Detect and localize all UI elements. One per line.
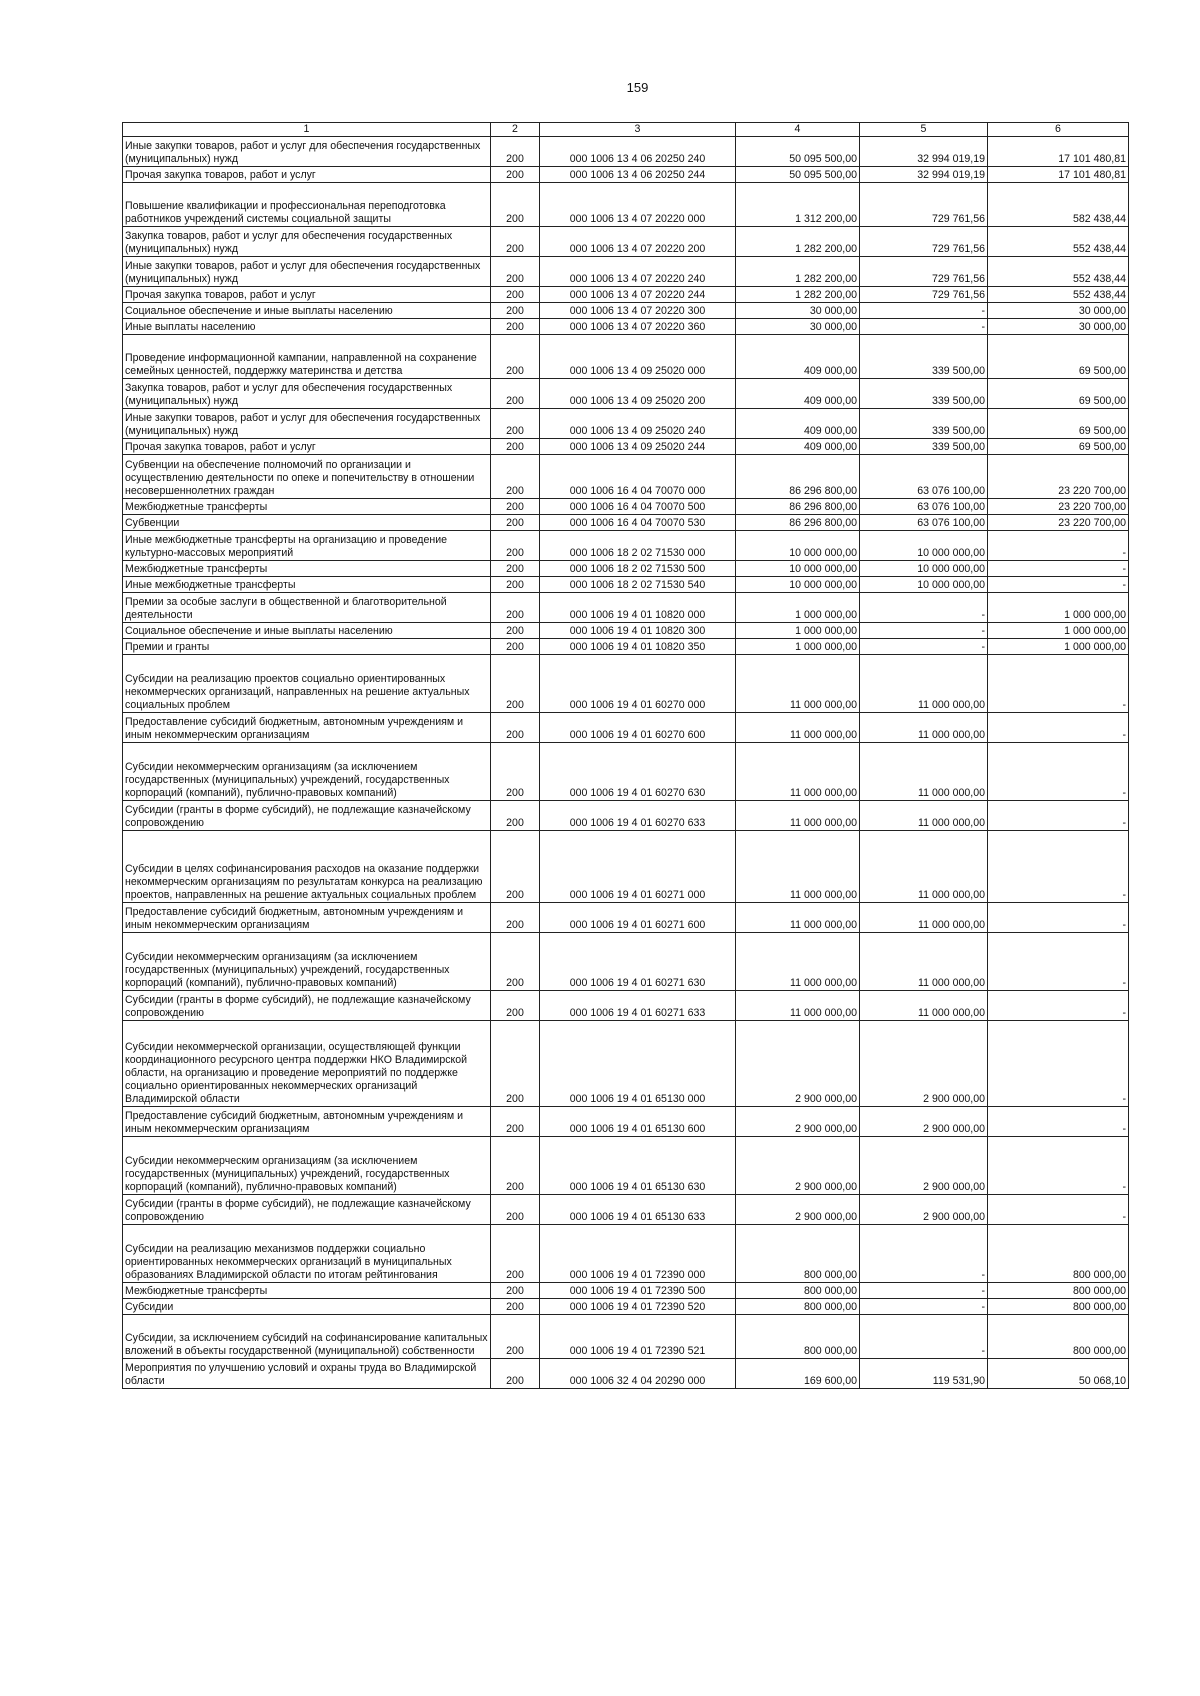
row-remainder-amount: - — [988, 713, 1129, 743]
row-executed-amount: - — [860, 1299, 988, 1315]
table-row — [123, 1299, 1129, 1315]
table-row — [123, 903, 1129, 933]
row-admin-code: 200 — [491, 499, 540, 515]
row-planned-amount: 50 095 500,00 — [736, 167, 860, 183]
table-row — [123, 409, 1129, 439]
row-admin-code: 200 — [491, 1283, 540, 1299]
row-remainder-amount: 1 000 000,00 — [988, 623, 1129, 639]
table-row — [123, 1225, 1129, 1283]
table-row — [123, 1283, 1129, 1299]
row-planned-amount: 11 000 000,00 — [736, 903, 860, 933]
row-admin-code: 200 — [491, 227, 540, 257]
row-planned-amount: 2 900 000,00 — [736, 1021, 860, 1107]
table-row — [123, 1137, 1129, 1195]
row-name: Иные межбюджетные трансферты — [123, 577, 491, 593]
row-remainder-amount: - — [988, 743, 1129, 801]
row-executed-amount: - — [860, 593, 988, 623]
row-admin-code: 200 — [491, 1225, 540, 1283]
row-admin-code: 200 — [491, 801, 540, 831]
row-admin-code: 200 — [491, 1315, 540, 1359]
row-name: Проведение информационной кампании, направленной на сохранение семейных ценностей, поддержку материнства и детства — [123, 335, 491, 379]
row-budget-code: 000 1006 18 2 02 71530 540 — [540, 577, 736, 593]
row-budget-code: 000 1006 19 4 01 60271 630 — [540, 933, 736, 991]
row-remainder-amount: - — [988, 1021, 1129, 1107]
row-planned-amount: 409 000,00 — [736, 335, 860, 379]
row-admin-code: 200 — [491, 623, 540, 639]
row-executed-amount: 2 900 000,00 — [860, 1137, 988, 1195]
row-planned-amount: 1 282 200,00 — [736, 287, 860, 303]
row-executed-amount: 11 000 000,00 — [860, 903, 988, 933]
row-executed-amount: - — [860, 1225, 988, 1283]
row-budget-code: 000 1006 13 4 06 20250 240 — [540, 137, 736, 167]
table-row — [123, 227, 1129, 257]
row-planned-amount: 11 000 000,00 — [736, 933, 860, 991]
row-admin-code: 200 — [491, 655, 540, 713]
row-admin-code: 200 — [491, 713, 540, 743]
row-executed-amount: 10 000 000,00 — [860, 531, 988, 561]
row-planned-amount: 10 000 000,00 — [736, 531, 860, 561]
row-budget-code: 000 1006 19 4 01 10820 000 — [540, 593, 736, 623]
row-remainder-amount: 30 000,00 — [988, 319, 1129, 335]
row-name: Межбюджетные трансферты — [123, 561, 491, 577]
row-admin-code: 200 — [491, 319, 540, 335]
table-row — [123, 515, 1129, 531]
row-executed-amount: 10 000 000,00 — [860, 561, 988, 577]
table-row — [123, 499, 1129, 515]
row-admin-code: 200 — [491, 183, 540, 227]
row-planned-amount: 11 000 000,00 — [736, 655, 860, 713]
row-remainder-amount: - — [988, 991, 1129, 1021]
row-name: Повышение квалификации и профессиональная переподготовка работников учреждений системы социальной защиты — [123, 183, 491, 227]
row-name: Субсидии в целях софинансирования расходов на оказание поддержки некоммерческим организациям по результатам конкурса на реализацию проектов, направленных на решение актуальных социальных проблем — [123, 831, 491, 903]
row-remainder-amount: 582 438,44 — [988, 183, 1129, 227]
row-planned-amount: 169 600,00 — [736, 1359, 860, 1389]
column-header: 3 — [540, 123, 736, 137]
table-row — [123, 439, 1129, 455]
row-name: Субсидии, за исключением субсидий на софинансирование капитальных вложений в объекты государственной (муниципальной) собственности — [123, 1315, 491, 1359]
row-name: Закупка товаров, работ и услуг для обеспечения государственных (муниципальных) нужд — [123, 379, 491, 409]
row-admin-code: 200 — [491, 257, 540, 287]
row-admin-code: 200 — [491, 561, 540, 577]
row-name: Субсидии (гранты в форме субсидий), не подлежащие казначейскому сопровождению — [123, 1195, 491, 1225]
row-budget-code: 000 1006 13 4 07 20220 000 — [540, 183, 736, 227]
table-row — [123, 561, 1129, 577]
row-name: Иные межбюджетные трансферты на организацию и проведение культурно-массовых мероприятий — [123, 531, 491, 561]
table-row — [123, 713, 1129, 743]
row-name: Межбюджетные трансферты — [123, 499, 491, 515]
row-planned-amount: 11 000 000,00 — [736, 831, 860, 903]
row-planned-amount: 800 000,00 — [736, 1315, 860, 1359]
row-admin-code: 200 — [491, 1107, 540, 1137]
row-remainder-amount: - — [988, 801, 1129, 831]
table-row — [123, 531, 1129, 561]
row-executed-amount: 63 076 100,00 — [860, 499, 988, 515]
row-executed-amount: 63 076 100,00 — [860, 515, 988, 531]
table-row — [123, 1359, 1129, 1389]
row-budget-code: 000 1006 13 4 07 20220 200 — [540, 227, 736, 257]
row-remainder-amount: 552 438,44 — [988, 227, 1129, 257]
row-admin-code: 200 — [491, 455, 540, 499]
row-remainder-amount: 69 500,00 — [988, 335, 1129, 379]
row-planned-amount: 2 900 000,00 — [736, 1137, 860, 1195]
row-budget-code: 000 1006 32 4 04 20290 000 — [540, 1359, 736, 1389]
row-planned-amount: 800 000,00 — [736, 1283, 860, 1299]
row-executed-amount: 339 500,00 — [860, 439, 988, 455]
row-admin-code: 200 — [491, 303, 540, 319]
row-name: Мероприятия по улучшению условий и охраны труда во Владимирской области — [123, 1359, 491, 1389]
row-executed-amount: 11 000 000,00 — [860, 991, 988, 1021]
row-name: Премии и гранты — [123, 639, 491, 655]
row-name: Субсидии — [123, 1299, 491, 1315]
table-row — [123, 137, 1129, 167]
row-executed-amount: 10 000 000,00 — [860, 577, 988, 593]
row-executed-amount: 729 761,56 — [860, 227, 988, 257]
row-admin-code: 200 — [491, 991, 540, 1021]
row-admin-code: 200 — [491, 933, 540, 991]
table-row — [123, 593, 1129, 623]
row-budget-code: 000 1006 19 4 01 60271 000 — [540, 831, 736, 903]
row-planned-amount: 1 000 000,00 — [736, 623, 860, 639]
row-executed-amount: 339 500,00 — [860, 379, 988, 409]
row-executed-amount: - — [860, 1283, 988, 1299]
row-executed-amount: 63 076 100,00 — [860, 455, 988, 499]
row-budget-code: 000 1006 19 4 01 72390 000 — [540, 1225, 736, 1283]
row-name: Субсидии (гранты в форме субсидий), не подлежащие казначейскому сопровождению — [123, 991, 491, 1021]
row-admin-code: 200 — [491, 379, 540, 409]
row-remainder-amount: 23 220 700,00 — [988, 499, 1129, 515]
table-row — [123, 623, 1129, 639]
row-planned-amount: 409 000,00 — [736, 439, 860, 455]
row-budget-code: 000 1006 16 4 04 70070 000 — [540, 455, 736, 499]
row-executed-amount: 339 500,00 — [860, 335, 988, 379]
row-name: Иные закупки товаров, работ и услуг для обеспечения государственных (муниципальных) нужд — [123, 409, 491, 439]
row-executed-amount: - — [860, 623, 988, 639]
row-budget-code: 000 1006 13 4 09 25020 244 — [540, 439, 736, 455]
row-name: Социальное обеспечение и иные выплаты населению — [123, 623, 491, 639]
row-admin-code: 200 — [491, 167, 540, 183]
header-row — [123, 123, 1129, 137]
row-planned-amount: 86 296 800,00 — [736, 455, 860, 499]
row-name: Социальное обеспечение и иные выплаты населению — [123, 303, 491, 319]
row-budget-code: 000 1006 19 4 01 60270 000 — [540, 655, 736, 713]
row-planned-amount: 2 900 000,00 — [736, 1107, 860, 1137]
row-name: Субсидии некоммерческим организациям (за исключением государственных (муниципальных) учреждений, государственных корпораций (компаний), публично-правовых компаний) — [123, 743, 491, 801]
row-executed-amount: - — [860, 639, 988, 655]
row-remainder-amount: - — [988, 903, 1129, 933]
row-executed-amount: 119 531,90 — [860, 1359, 988, 1389]
row-admin-code: 200 — [491, 743, 540, 801]
row-budget-code: 000 1006 19 4 01 60270 630 — [540, 743, 736, 801]
row-name: Иные выплаты населению — [123, 319, 491, 335]
row-remainder-amount: 800 000,00 — [988, 1299, 1129, 1315]
table-row — [123, 639, 1129, 655]
row-planned-amount: 86 296 800,00 — [736, 499, 860, 515]
row-planned-amount: 800 000,00 — [736, 1299, 860, 1315]
row-remainder-amount: 23 220 700,00 — [988, 455, 1129, 499]
row-executed-amount: 2 900 000,00 — [860, 1021, 988, 1107]
row-name: Субсидии на реализацию проектов социально ориентированных некоммерческих организаций, направленных на решение актуальных социальных проблем — [123, 655, 491, 713]
row-planned-amount: 86 296 800,00 — [736, 515, 860, 531]
row-planned-amount: 11 000 000,00 — [736, 713, 860, 743]
row-name: Субвенции — [123, 515, 491, 531]
table-row — [123, 991, 1129, 1021]
row-admin-code: 200 — [491, 531, 540, 561]
row-planned-amount: 1 282 200,00 — [736, 227, 860, 257]
row-planned-amount: 800 000,00 — [736, 1225, 860, 1283]
row-admin-code: 200 — [491, 287, 540, 303]
row-remainder-amount: 69 500,00 — [988, 409, 1129, 439]
row-executed-amount: 729 761,56 — [860, 287, 988, 303]
row-name: Иные закупки товаров, работ и услуг для обеспечения государственных (муниципальных) нужд — [123, 257, 491, 287]
row-executed-amount: 729 761,56 — [860, 257, 988, 287]
row-remainder-amount: - — [988, 531, 1129, 561]
row-executed-amount: 32 994 019,19 — [860, 137, 988, 167]
row-remainder-amount: 69 500,00 — [988, 379, 1129, 409]
row-admin-code: 200 — [491, 439, 540, 455]
row-planned-amount: 11 000 000,00 — [736, 743, 860, 801]
row-planned-amount: 1 000 000,00 — [736, 639, 860, 655]
row-executed-amount: 2 900 000,00 — [860, 1195, 988, 1225]
row-admin-code: 200 — [491, 1021, 540, 1107]
row-budget-code: 000 1006 16 4 04 70070 530 — [540, 515, 736, 531]
row-planned-amount: 2 900 000,00 — [736, 1195, 860, 1225]
row-admin-code: 200 — [491, 593, 540, 623]
row-name: Субсидии на реализацию механизмов поддержки социально ориентированных некоммерческих организаций в муниципальных образованиях Владимирской области по итогам рейтингования — [123, 1225, 491, 1283]
row-planned-amount: 11 000 000,00 — [736, 801, 860, 831]
row-executed-amount: 11 000 000,00 — [860, 831, 988, 903]
row-remainder-amount: 800 000,00 — [988, 1225, 1129, 1283]
row-budget-code: 000 1006 19 4 01 65130 600 — [540, 1107, 736, 1137]
row-budget-code: 000 1006 19 4 01 72390 521 — [540, 1315, 736, 1359]
row-name: Субсидии некоммерческим организациям (за исключением государственных (муниципальных) учреждений, государственных корпораций (компаний), публично-правовых компаний) — [123, 933, 491, 991]
table-row — [123, 379, 1129, 409]
row-admin-code: 200 — [491, 639, 540, 655]
row-budget-code: 000 1006 19 4 01 60271 633 — [540, 991, 736, 1021]
row-remainder-amount: 30 000,00 — [988, 303, 1129, 319]
row-budget-code: 000 1006 19 4 01 65130 630 — [540, 1137, 736, 1195]
row-remainder-amount: 552 438,44 — [988, 257, 1129, 287]
row-executed-amount: - — [860, 1315, 988, 1359]
row-planned-amount: 409 000,00 — [736, 379, 860, 409]
row-planned-amount: 409 000,00 — [736, 409, 860, 439]
row-name: Субсидии некоммерческой организации, осуществляющей функции координационного ресурсного центра поддержки НКО Владимирской области, на организацию и проведение мероприятий по поддержке социально ориентированных некоммерческих организаций Владимирской области — [123, 1021, 491, 1107]
row-admin-code: 200 — [491, 903, 540, 933]
column-header: 6 — [988, 123, 1129, 137]
table-row — [123, 167, 1129, 183]
row-budget-code: 000 1006 19 4 01 60270 633 — [540, 801, 736, 831]
row-budget-code: 000 1006 13 4 06 20250 244 — [540, 167, 736, 183]
row-planned-amount: 1 000 000,00 — [736, 593, 860, 623]
row-executed-amount: 729 761,56 — [860, 183, 988, 227]
column-header: 5 — [860, 123, 988, 137]
row-executed-amount: 11 000 000,00 — [860, 801, 988, 831]
row-remainder-amount: 17 101 480,81 — [988, 137, 1129, 167]
row-budget-code: 000 1006 19 4 01 65130 000 — [540, 1021, 736, 1107]
row-name: Прочая закупка товаров, работ и услуг — [123, 439, 491, 455]
row-remainder-amount: - — [988, 1195, 1129, 1225]
row-name: Субвенции на обеспечение полномочий по организации и осуществлению деятельности по опеке и попечительству в отношении несовершеннолетних граждан — [123, 455, 491, 499]
row-planned-amount: 11 000 000,00 — [736, 991, 860, 1021]
row-admin-code: 200 — [491, 831, 540, 903]
row-budget-code: 000 1006 19 4 01 10820 350 — [540, 639, 736, 655]
row-planned-amount: 1 312 200,00 — [736, 183, 860, 227]
table-row — [123, 933, 1129, 991]
row-name: Предоставление субсидий бюджетным, автономным учреждениям и иным некоммерческим организациям — [123, 903, 491, 933]
row-remainder-amount: - — [988, 933, 1129, 991]
row-name: Межбюджетные трансферты — [123, 1283, 491, 1299]
row-budget-code: 000 1006 13 4 07 20220 360 — [540, 319, 736, 335]
row-remainder-amount: - — [988, 1137, 1129, 1195]
row-name: Прочая закупка товаров, работ и услуг — [123, 167, 491, 183]
row-executed-amount: - — [860, 303, 988, 319]
row-executed-amount: 11 000 000,00 — [860, 743, 988, 801]
row-budget-code: 000 1006 13 4 09 25020 240 — [540, 409, 736, 439]
row-budget-code: 000 1006 13 4 07 20220 240 — [540, 257, 736, 287]
row-budget-code: 000 1006 19 4 01 65130 633 — [540, 1195, 736, 1225]
row-planned-amount: 30 000,00 — [736, 319, 860, 335]
table-row — [123, 1315, 1129, 1359]
row-budget-code: 000 1006 18 2 02 71530 000 — [540, 531, 736, 561]
row-remainder-amount: - — [988, 1107, 1129, 1137]
row-executed-amount: 339 500,00 — [860, 409, 988, 439]
row-admin-code: 200 — [491, 1359, 540, 1389]
table-row — [123, 287, 1129, 303]
column-header: 4 — [736, 123, 860, 137]
column-header: 1 — [123, 123, 491, 137]
row-executed-amount: 11 000 000,00 — [860, 933, 988, 991]
table-row — [123, 801, 1129, 831]
row-remainder-amount: 17 101 480,81 — [988, 167, 1129, 183]
row-budget-code: 000 1006 13 4 09 25020 200 — [540, 379, 736, 409]
table-row — [123, 1195, 1129, 1225]
row-remainder-amount: 1 000 000,00 — [988, 593, 1129, 623]
row-admin-code: 200 — [491, 335, 540, 379]
row-budget-code: 000 1006 18 2 02 71530 500 — [540, 561, 736, 577]
row-planned-amount: 30 000,00 — [736, 303, 860, 319]
row-budget-code: 000 1006 19 4 01 72390 520 — [540, 1299, 736, 1315]
row-remainder-amount: 23 220 700,00 — [988, 515, 1129, 531]
row-remainder-amount: 800 000,00 — [988, 1315, 1129, 1359]
row-executed-amount: - — [860, 319, 988, 335]
row-admin-code: 200 — [491, 409, 540, 439]
table-row — [123, 655, 1129, 713]
table-row — [123, 303, 1129, 319]
row-remainder-amount: - — [988, 577, 1129, 593]
table-row — [123, 831, 1129, 903]
table-row — [123, 455, 1129, 499]
row-name: Субсидии некоммерческим организациям (за исключением государственных (муниципальных) учреждений, государственных корпораций (компаний), публично-правовых компаний) — [123, 1137, 491, 1195]
row-planned-amount: 10 000 000,00 — [736, 577, 860, 593]
row-executed-amount: 2 900 000,00 — [860, 1107, 988, 1137]
row-remainder-amount: 50 068,10 — [988, 1359, 1129, 1389]
row-budget-code: 000 1006 19 4 01 72390 500 — [540, 1283, 736, 1299]
row-remainder-amount: - — [988, 831, 1129, 903]
row-budget-code: 000 1006 19 4 01 10820 300 — [540, 623, 736, 639]
row-remainder-amount: 552 438,44 — [988, 287, 1129, 303]
row-name: Предоставление субсидий бюджетным, автономным учреждениям и иным некоммерческим организациям — [123, 713, 491, 743]
table-row — [123, 1107, 1129, 1137]
row-name: Иные закупки товаров, работ и услуг для обеспечения государственных (муниципальных) нужд — [123, 137, 491, 167]
row-budget-code: 000 1006 16 4 04 70070 500 — [540, 499, 736, 515]
table-row — [123, 743, 1129, 801]
table-row — [123, 577, 1129, 593]
row-admin-code: 200 — [491, 1195, 540, 1225]
row-budget-code: 000 1006 19 4 01 60270 600 — [540, 713, 736, 743]
row-name: Прочая закупка товаров, работ и услуг — [123, 287, 491, 303]
row-executed-amount: 11 000 000,00 — [860, 655, 988, 713]
row-executed-amount: 11 000 000,00 — [860, 713, 988, 743]
table-row — [123, 319, 1129, 335]
row-admin-code: 200 — [491, 515, 540, 531]
table-row — [123, 335, 1129, 379]
row-remainder-amount: 69 500,00 — [988, 439, 1129, 455]
row-name: Премии за особые заслуги в общественной и благотворительной деятельности — [123, 593, 491, 623]
row-executed-amount: 32 994 019,19 — [860, 167, 988, 183]
column-header: 2 — [491, 123, 540, 137]
row-name: Субсидии (гранты в форме субсидий), не подлежащие казначейскому сопровождению — [123, 801, 491, 831]
row-planned-amount: 1 282 200,00 — [736, 257, 860, 287]
row-admin-code: 200 — [491, 1299, 540, 1315]
row-budget-code: 000 1006 13 4 07 20220 244 — [540, 287, 736, 303]
row-planned-amount: 10 000 000,00 — [736, 561, 860, 577]
row-budget-code: 000 1006 19 4 01 60271 600 — [540, 903, 736, 933]
row-admin-code: 200 — [491, 137, 540, 167]
table-row — [123, 1021, 1129, 1107]
row-remainder-amount: - — [988, 561, 1129, 577]
page-number: 159 — [626, 80, 649, 95]
row-name: Закупка товаров, работ и услуг для обеспечения государственных (муниципальных) нужд — [123, 227, 491, 257]
table-row — [123, 257, 1129, 287]
budget-table — [122, 122, 1129, 1389]
row-admin-code: 200 — [491, 1137, 540, 1195]
row-budget-code: 000 1006 13 4 07 20220 300 — [540, 303, 736, 319]
row-name: Предоставление субсидий бюджетным, автономным учреждениям и иным некоммерческим организациям — [123, 1107, 491, 1137]
row-planned-amount: 50 095 500,00 — [736, 137, 860, 167]
row-admin-code: 200 — [491, 577, 540, 593]
row-budget-code: 000 1006 13 4 09 25020 000 — [540, 335, 736, 379]
row-remainder-amount: - — [988, 655, 1129, 713]
row-remainder-amount: 800 000,00 — [988, 1283, 1129, 1299]
row-remainder-amount: 1 000 000,00 — [988, 639, 1129, 655]
table-row — [123, 183, 1129, 227]
